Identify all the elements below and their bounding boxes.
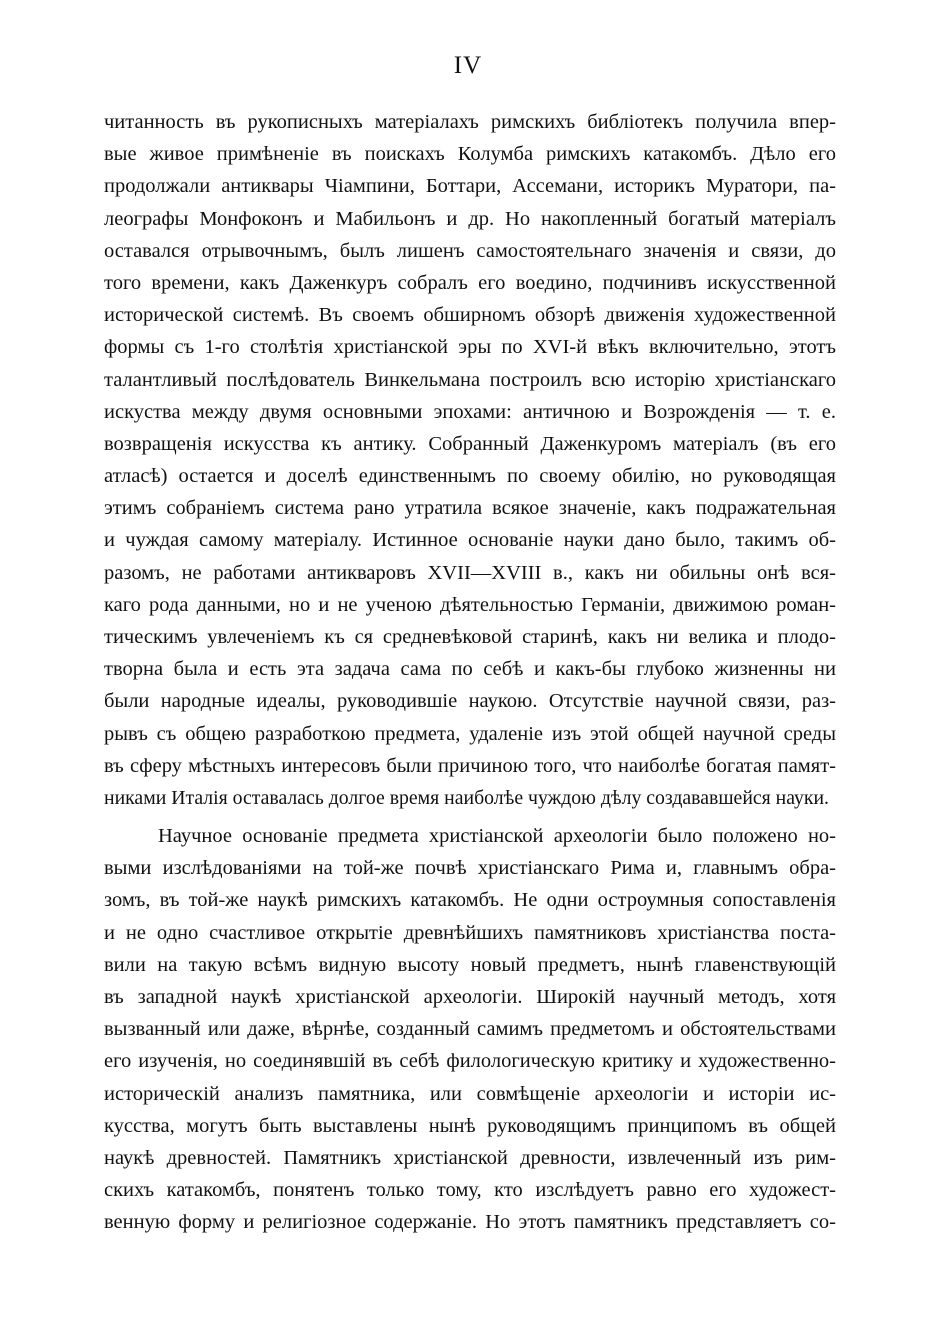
text-line: оставался отрывочнымъ, былъ лишенъ самостоятельнаго значенія и связи, до	[104, 239, 836, 262]
text-line: возвращенія искусства къ антику. Собранный Даженкуромъ матеріалъ (въ его	[104, 432, 836, 455]
text-line: того времени, какъ Даженкуръ собралъ его воедино, подчинивъ искусственной	[104, 271, 836, 294]
text-line: читанность въ рукописныхъ матеріалахъ римскихъ библіотекъ получила впер-	[104, 111, 836, 133]
text-line: скихъ катакомбъ, понятенъ только тому, кто изслѣдуетъ равно его художест-	[104, 1179, 836, 1202]
text-line: рывъ съ общею разработкою предмета, удаленіе изъ этой общей научной среды	[104, 722, 836, 745]
text-line: были народные идеалы, руководившіе наукою. Отсутствіе научной связи, раз-	[104, 690, 836, 713]
text-line: искуства между двумя основными эпохами: античною и Возрожденія — т. е.	[104, 400, 836, 423]
paragraph-1	[104, 106, 836, 814]
text-line: въ западной наукѣ христіанской археологіи. Широкій научный методъ, хотя	[104, 985, 836, 1008]
text-line: продолжали антиквары Чіампини, Боттари, Ассемани, историкъ Муратори, па-	[104, 175, 836, 198]
text-line: вызванный или даже, вѣрнѣе, созданный самимъ предметомъ и обстоятельствами	[104, 1018, 836, 1041]
text-line: въ сферу мѣстныхъ интересовъ были причиною того, что наиболѣе богатая памят-	[104, 754, 836, 777]
paragraph-2	[104, 820, 836, 1238]
text-line: и не одно счастливое открытіе древнѣйшихъ памятниковъ христіанства поста-	[104, 921, 836, 944]
text-line: зомъ, въ той-же наукѣ римскихъ катакомбъ. Не одни остроумныя сопоставленія	[104, 889, 836, 912]
page-number: IV	[453, 52, 483, 79]
text-line: леографы Монфоконъ и Мабильонъ и др. Но накопленный богатый матеріалъ	[104, 207, 836, 230]
text-line: исторической системѣ. Въ своемъ обширномъ обзорѣ движенія художественной	[104, 304, 836, 327]
text-line: талантливый послѣдователь Винкельмана построилъ всю исторію христіанскаго	[104, 368, 836, 391]
text-line: формы съ 1-го столѣтія христіанской эры по XVI-й вѣкъ включительно, этотъ	[104, 336, 836, 359]
text-line: вые живое примѣненіе въ поискахъ Колумба римскихъ катакомбъ. Дѣло его	[104, 143, 836, 166]
text-line: и чуждая самому матеріалу. Истинное основаніе науки дано было, такимъ об-	[104, 529, 836, 552]
text-line: разомъ, не работами антикваровъ XVII—XVIII в., какъ ни обильны онѣ вся-	[104, 561, 836, 584]
text-line: венную форму и религіозное содержаніе. Но этотъ памятникъ представляетъ со-	[104, 1211, 836, 1234]
text-line: вили на такую всѣмъ видную высоту новый предметъ, нынѣ главенствующій	[104, 953, 836, 976]
text-line: историческій анализъ памятника, или совмѣщеніе археологіи и исторіи ис-	[104, 1082, 836, 1105]
text-line: Научное основаніе предмета христіанской археологіи было положено но-	[158, 825, 836, 847]
text-line: этимъ собраніемъ система рано утратила всякое значеніе, какъ подражательная	[104, 497, 836, 520]
text-line: атласѣ) остается и доселѣ единственнымъ по своему обилію, но руководящая	[104, 465, 836, 488]
text-line: выми изслѣдованіями на той-же почвѣ христіанскаго Рима и, главнымъ обра-	[104, 857, 836, 880]
text-line: творна была и есть эта задача сама по себѣ и какъ-бы глубоко жизненны ни	[104, 658, 836, 681]
text-line: каго рода данными, но и не ученою дѣятельностью Германіи, движимою роман-	[104, 593, 836, 616]
text-line: кусства, могутъ быть выставлены нынѣ руководящимъ принципомъ въ общей	[104, 1114, 836, 1137]
text-line: его изученія, но соединявшій въ себѣ филологическую критику и художественно-	[104, 1050, 836, 1073]
text-line: никами Италія оставалась долгое время наиболѣе чуждою дѣлу создававшейся науки.	[104, 786, 829, 809]
text-line: тическимъ увлеченіемъ къ ся средневѣковой старинѣ, какъ ни велика и плодо-	[104, 626, 836, 648]
text-line: наукѣ древностей. Памятникъ христіанской древности, извлеченный изъ рим-	[104, 1146, 836, 1169]
